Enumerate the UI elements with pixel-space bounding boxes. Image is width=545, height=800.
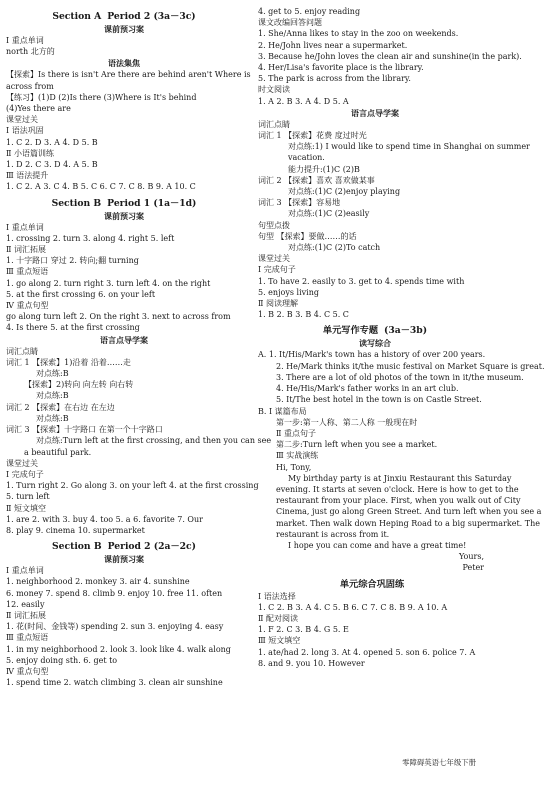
answer-line: 课文改编回答问题: [258, 18, 322, 28]
answer-line: Ⅲ 实战演练: [276, 451, 319, 461]
subsection-heading: 语言点导学案: [100, 334, 148, 345]
answer-line: market. Then walk down Heping Road to a big supermarket. The: [276, 518, 540, 528]
answer-line: 4. Her/Lisa's favorite place is the library.: [258, 63, 424, 73]
answer-line: Ⅱ 短文填空: [6, 503, 46, 513]
answer-line: Yours,: [458, 552, 484, 562]
section-heading-period: (3a－3b): [384, 325, 428, 337]
answer-line: 词汇点睛: [6, 346, 38, 356]
subsection-heading: 语言点导学案: [351, 107, 399, 118]
answer-line: 时文阅读: [258, 85, 290, 95]
answer-line: (4)Yes there are: [6, 104, 71, 114]
answer-line: 5. The park is across from the library.: [258, 74, 411, 84]
answer-line: 词汇 3 【探索】十字路口 在第一个十字路口: [6, 425, 163, 435]
section-heading: [6, 540, 242, 553]
answer-line: 4. get to 5. enjoy reading: [258, 7, 361, 16]
answer-line: 5. at the first crossing 6. on your left: [6, 289, 156, 299]
answer-line: 对点练:(1)C (2)enjoy playing: [288, 187, 401, 197]
section-heading-title: 单元综合巩固练: [339, 578, 405, 590]
answer-line: 5. turn left: [6, 492, 50, 502]
answer-line: 对点练:(1)C (2)To catch: [288, 243, 381, 253]
section-heading-period: Period 1 (1a－1d): [107, 197, 197, 209]
subsection-heading: 语法集焦: [108, 58, 140, 69]
answer-line: a beautiful park.: [24, 447, 92, 457]
answer-line: across from: [6, 81, 54, 91]
answer-line: Ⅳ 重点句型: [6, 666, 49, 676]
answer-line: north 北方的: [6, 47, 55, 57]
answer-line: 1. To have 2. easily to 3. get to 4. spends time with: [258, 276, 465, 286]
answer-line: 词汇 1 【探索】1)沿着 沿着……走: [6, 357, 131, 367]
answer-line: 5. It/The best hotel in the town is on Castle Street.: [276, 395, 482, 405]
answer-line: vacation.: [288, 153, 325, 163]
answer-line: Ⅲ 重点短语: [6, 633, 49, 643]
subsection-heading: 读写综合: [359, 338, 391, 349]
answer-line: 词汇 1 【探索】花费 度过时光: [258, 131, 367, 141]
answer-line: 4. Is there 5. at the first crossing: [6, 323, 140, 333]
answer-line: 1. crossing 2. turn 3. along 4. right 5. left: [6, 233, 175, 243]
answer-line: 1. in my neighborhood 2. look 3. look like 4. walk along: [6, 644, 231, 654]
answer-line: Ⅰ 语法选择: [258, 591, 296, 601]
answer-line: 1. are 2. with 3. buy 4. too 5. a 6. favorite 7. Our: [6, 514, 203, 524]
answer-line: 对点练:B: [36, 413, 69, 423]
section-heading: [258, 324, 492, 337]
answer-line: 2. He/Mark thinks it/the music festival on Market Square is great.: [276, 361, 545, 371]
answer-line: Ⅲ 语法提升: [6, 171, 49, 181]
answer-line: 4. He/His/Mark's father works in an art club.: [276, 384, 459, 394]
answer-line: 1. A 2. B 3. A 4. D 5. A: [258, 96, 349, 106]
section-heading-title: Section B: [51, 197, 102, 209]
answer-line: Ⅱ 阅读理解: [258, 299, 298, 309]
answer-line: 1. F 2. C 3. B 4. G 5. E: [258, 625, 349, 635]
left-column: [6, 6, 272, 688]
answer-line: 【探索】2)转向 向左转 向右转: [24, 380, 134, 390]
answer-line: 8. and 9. you 10. However: [258, 658, 365, 668]
answer-line: 1. go along 2. turn right 3. turn left 4. on the right: [6, 278, 211, 288]
answer-line: Ⅱ 小语篇训练: [6, 148, 54, 158]
subsection-heading: 课前预习案: [104, 554, 144, 565]
answer-line: 1. She/Anna likes to stay in the zoo on weekends.: [258, 29, 459, 39]
section-heading: [258, 578, 492, 591]
answer-line: 1. 十字路口 穿过 2. 转向;翻 turning: [6, 256, 139, 266]
answer-line: 6. money 7. spend 8. climb 9. enjoy 10. free 11. often: [6, 588, 223, 598]
answer-line: Hi, Tony,: [276, 462, 312, 472]
answer-line: Ⅱ 重点句子: [276, 428, 316, 438]
answer-line: 1. Turn right 2. Go along 3. on your left 4. at the first crossing: [6, 481, 259, 491]
answer-line: go along turn left 2. On the right 3. next to across from: [6, 312, 231, 322]
answer-line: 对点练:(1)C (2)easily: [288, 209, 370, 219]
answer-line: 能力提升:(1)C (2)B: [288, 164, 360, 174]
answer-line: Ⅱ 词汇拓展: [6, 610, 46, 620]
answer-line: 5. enjoys living: [258, 287, 319, 297]
answer-line: 【探索】Is there is isn't Are there are behind aren't Where is: [6, 70, 251, 80]
answer-line: Ⅱ 词汇拓展: [6, 245, 46, 255]
answer-line: 对点练:Turn left at the first crossing, and then you can see: [36, 436, 272, 446]
answer-line: 1. neighborhood 2. monkey 3. air 4. sunshine: [6, 577, 190, 587]
answer-line: Ⅰ 语法巩固: [6, 126, 44, 136]
answer-line: 词汇点睛: [258, 119, 290, 129]
answer-line: 1. B 2. B 3. B 4. C 5. C: [258, 310, 349, 320]
answer-line: 1. C 2. A 3. C 4. B 5. C 6. C 7. C 8. B 9. A 10. C: [6, 182, 196, 192]
section-heading-title: 单元写作专题: [322, 325, 379, 337]
answer-line: 5. enjoy doing sth. 6. get to: [6, 655, 118, 665]
answer-line: 3. There are a lot of old photos of the town in it/the museum.: [276, 372, 524, 382]
answer-line: Ⅲ 短文填空: [258, 636, 301, 646]
answer-line: I hope you can come and have a great time!: [288, 540, 467, 550]
answer-line: Peter: [462, 563, 484, 573]
answer-line: 1. spend time 2. watch climbing 3. clean air sunshine: [6, 678, 223, 688]
answer-line: 第一步:第一人称、第二人称 一般现在时: [276, 417, 418, 427]
right-column: [258, 6, 545, 669]
subsection-heading: 课前预习案: [104, 210, 144, 221]
answer-line: 1. 花(时间、金钱等) spending 2. sun 3. enjoying 4. easy: [6, 622, 224, 632]
section-heading: [6, 197, 242, 210]
answer-line: 12. easily: [6, 599, 45, 609]
answer-line: 1. C 2. B 3. A 4. C 5. B 6. C 7. C 8. B 9. A 10. A: [258, 602, 448, 612]
answer-line: Ⅲ 重点短语: [6, 267, 49, 277]
answer-line: 对点练:B: [36, 369, 69, 379]
answer-line: 词汇 3 【探索】容易地: [258, 198, 341, 208]
answer-line: Ⅰ 完成句子: [6, 469, 44, 479]
answer-line: 1. C 2. D 3. A 4. D 5. B: [6, 137, 98, 147]
page-footer: 零障碍英语七年级下册: [402, 758, 476, 767]
answer-line: Ⅳ 重点句型: [6, 301, 49, 311]
section-heading-title: Section B: [52, 541, 102, 553]
answer-line: 句型点拨: [258, 220, 290, 230]
section-heading-period: Period 2 (2a－2c): [107, 541, 196, 553]
answer-line: 8. play 9. cinema 10. supermarket: [6, 525, 145, 535]
answer-line: restaurant is across from it.: [276, 529, 390, 539]
answer-line: 1. ate/had 2. long 3. At 4. opened 5. son 6. police 7. A: [258, 647, 476, 657]
answer-line: 词汇 2 【探索】在右边 在左边: [6, 402, 115, 412]
answer-line: 【练习】(1)D (2)Is there (3)Where is It's behind: [6, 92, 197, 102]
section-heading-period: Period 2 (3a－3c): [107, 11, 196, 22]
answer-line: 课堂过关: [6, 458, 38, 468]
answer-line: 对点练:B: [36, 391, 69, 401]
answer-line: Ⅰ 完成句子: [258, 265, 296, 275]
answer-line: 2. He/John lives near a supermarket.: [258, 40, 408, 50]
answer-line: 对点练:1) I would like to spend time in Shanghai on summer: [288, 142, 530, 152]
answer-line: Ⅰ 重点单词: [6, 566, 44, 576]
answer-line: 1. D 2. C 3. D 4. A 5. B: [6, 160, 98, 170]
answer-line: Ⅰ 重点单词: [6, 222, 44, 232]
answer-line: Cinema, just go along Green Street. And turn left when you see a: [276, 507, 542, 517]
answer-line: 课堂过关: [258, 254, 290, 264]
answer-line: B. Ⅰ 谋篇布局: [258, 406, 307, 416]
answer-line: 句型 【探索】要做……的话: [258, 231, 357, 241]
section-heading: [6, 10, 242, 23]
answer-line: restaurant from your place. First, when you walk out of City: [276, 496, 521, 506]
answer-line: Ⅱ 配对阅读: [258, 613, 298, 623]
answer-line: A. 1. It/His/Mark's town has a history of over 200 years.: [258, 350, 486, 360]
answer-line: My birthday party is at Jinxiu Restaurant this Saturday: [288, 473, 512, 483]
answer-line: 词汇 2 【探索】喜欢 喜欢做某事: [258, 175, 375, 185]
answer-line: 课堂过关: [6, 115, 38, 125]
section-heading-title: Section A: [52, 11, 102, 22]
answer-line: 第二步:Turn left when you see a market.: [276, 440, 438, 450]
answer-line: Ⅰ 重点单词: [6, 36, 44, 45]
answer-line: evening. It starts at seven o'clock. Here is how to get to the: [276, 484, 519, 494]
subsection-heading: 课前预习案: [104, 24, 144, 34]
answer-line: 3. Because he/John loves the clean air and sunshine(in the park).: [258, 51, 522, 61]
